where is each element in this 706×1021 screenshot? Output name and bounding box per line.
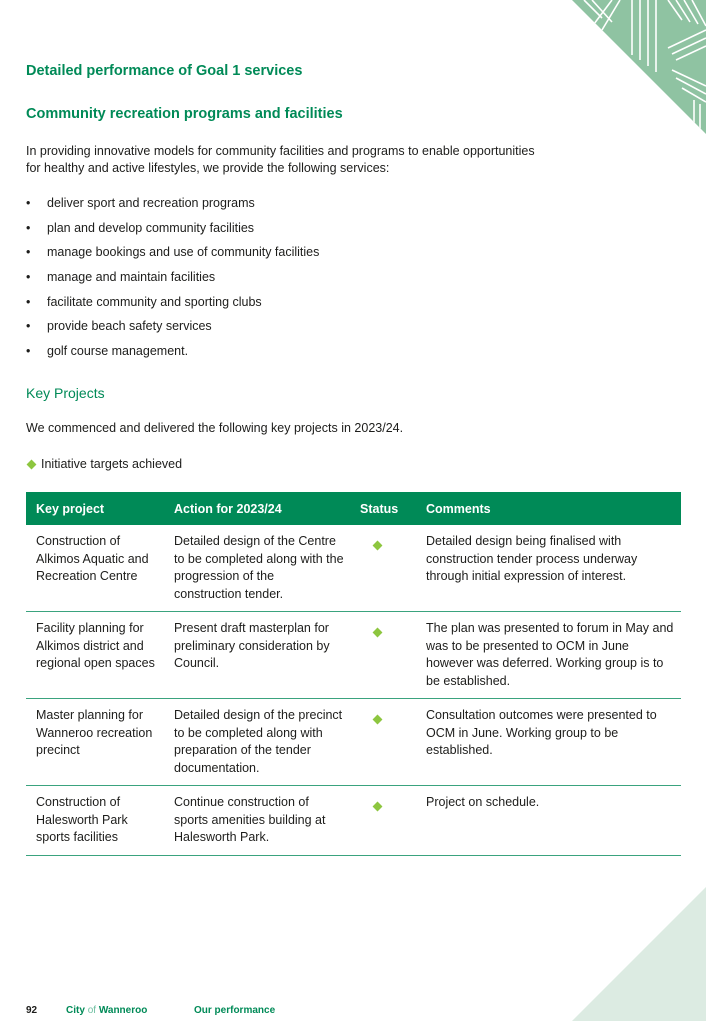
list-item: • facilitate community and sporting clubs xyxy=(26,294,262,309)
key-projects-table xyxy=(26,492,681,856)
table-row xyxy=(26,525,681,612)
list-item: • golf course management. xyxy=(26,344,189,359)
list-item: • manage bookings and use of community facilities xyxy=(26,245,320,260)
cell-comments: The plan was presented to forum in May and was to be presented to OCM in June however was deferred. Working group is to be established. xyxy=(416,612,681,699)
cell-action: Detailed design of the precinct to be completed along with preparation of the tender documentation. xyxy=(164,699,350,786)
cell-action: Continue construction of sports amenities building at Halesworth Park. xyxy=(164,786,350,856)
cell-comments: Detailed design being finalised with construction tender process underway through initial expression of interest. xyxy=(416,525,681,612)
bullet-icon: • xyxy=(26,220,31,235)
cell-project: Master planning for Wanneroo recreation precinct xyxy=(26,699,164,786)
cell-status xyxy=(350,699,416,786)
decorative-corner-top-right xyxy=(572,0,706,134)
cell-project: Construction of Halesworth Park sports facilities xyxy=(26,786,164,856)
cell-status xyxy=(350,612,416,699)
list-item: • plan and develop community facilities xyxy=(26,220,255,235)
bullet-icon: • xyxy=(26,270,31,285)
list-item: • manage and maintain facilities xyxy=(26,270,216,285)
table-row xyxy=(26,699,681,786)
council-name: City of Wanneroo xyxy=(66,1005,148,1016)
achieved-diamond-icon xyxy=(373,628,383,638)
cell-comments: Consultation outcomes were presented to OCM in June. Working group to be established. xyxy=(416,699,681,786)
section-heading: Community recreation programs and facilities xyxy=(26,106,343,122)
legend-label: Initiative targets achieved xyxy=(41,457,183,471)
header-comments: Comments xyxy=(416,492,681,525)
key-projects-heading: Key Projects xyxy=(26,385,105,401)
bullet-icon: • xyxy=(26,245,31,260)
status-legend xyxy=(26,457,182,471)
header-key-project: Key project xyxy=(26,492,164,525)
list-item: • deliver sport and recreation programs xyxy=(26,196,255,210)
key-projects-intro: We commenced and delivered the following key projects in 2023/24. xyxy=(26,421,404,435)
bullet-icon: • xyxy=(26,196,31,210)
list-item: • provide beach safety services xyxy=(26,319,212,334)
page-footer xyxy=(26,1005,275,1016)
bullet-icon: • xyxy=(26,319,31,334)
intro-paragraph: In providing innovative models for community facilities and programs to enable opportunities for healthy and active lifestyles, we provide the following services: xyxy=(26,144,535,175)
cell-project: Construction of Alkimos Aquatic and Recreation Centre xyxy=(26,525,164,612)
bullet-icon: • xyxy=(26,294,31,309)
cell-status xyxy=(350,525,416,612)
page-heading: Detailed performance of Goal 1 services xyxy=(26,63,303,79)
services-list xyxy=(26,195,319,368)
table-header-row xyxy=(26,492,681,525)
footer-section-title: Our performance xyxy=(194,1005,276,1016)
bullet-icon: • xyxy=(26,344,31,359)
table-row xyxy=(26,786,681,856)
achieved-diamond-icon xyxy=(373,715,383,725)
cell-comments: Project on schedule. xyxy=(416,786,681,856)
decorative-corner-bottom-right xyxy=(572,887,706,1021)
table-row xyxy=(26,612,681,699)
cell-action: Present draft masterplan for preliminary consideration by Council. xyxy=(164,612,350,699)
cell-action: Detailed design of the Centre to be completed along with the progression of the construction tender. xyxy=(164,525,350,612)
achieved-diamond-icon xyxy=(373,541,383,551)
cell-status xyxy=(350,786,416,856)
cell-project: Facility planning for Alkimos district and regional open spaces xyxy=(26,612,164,699)
header-status: Status xyxy=(350,492,416,525)
achieved-diamond-icon xyxy=(27,459,37,469)
achieved-diamond-icon xyxy=(373,802,383,812)
header-action: Action for 2023/24 xyxy=(164,492,350,525)
page-number: 92 xyxy=(26,1005,38,1016)
